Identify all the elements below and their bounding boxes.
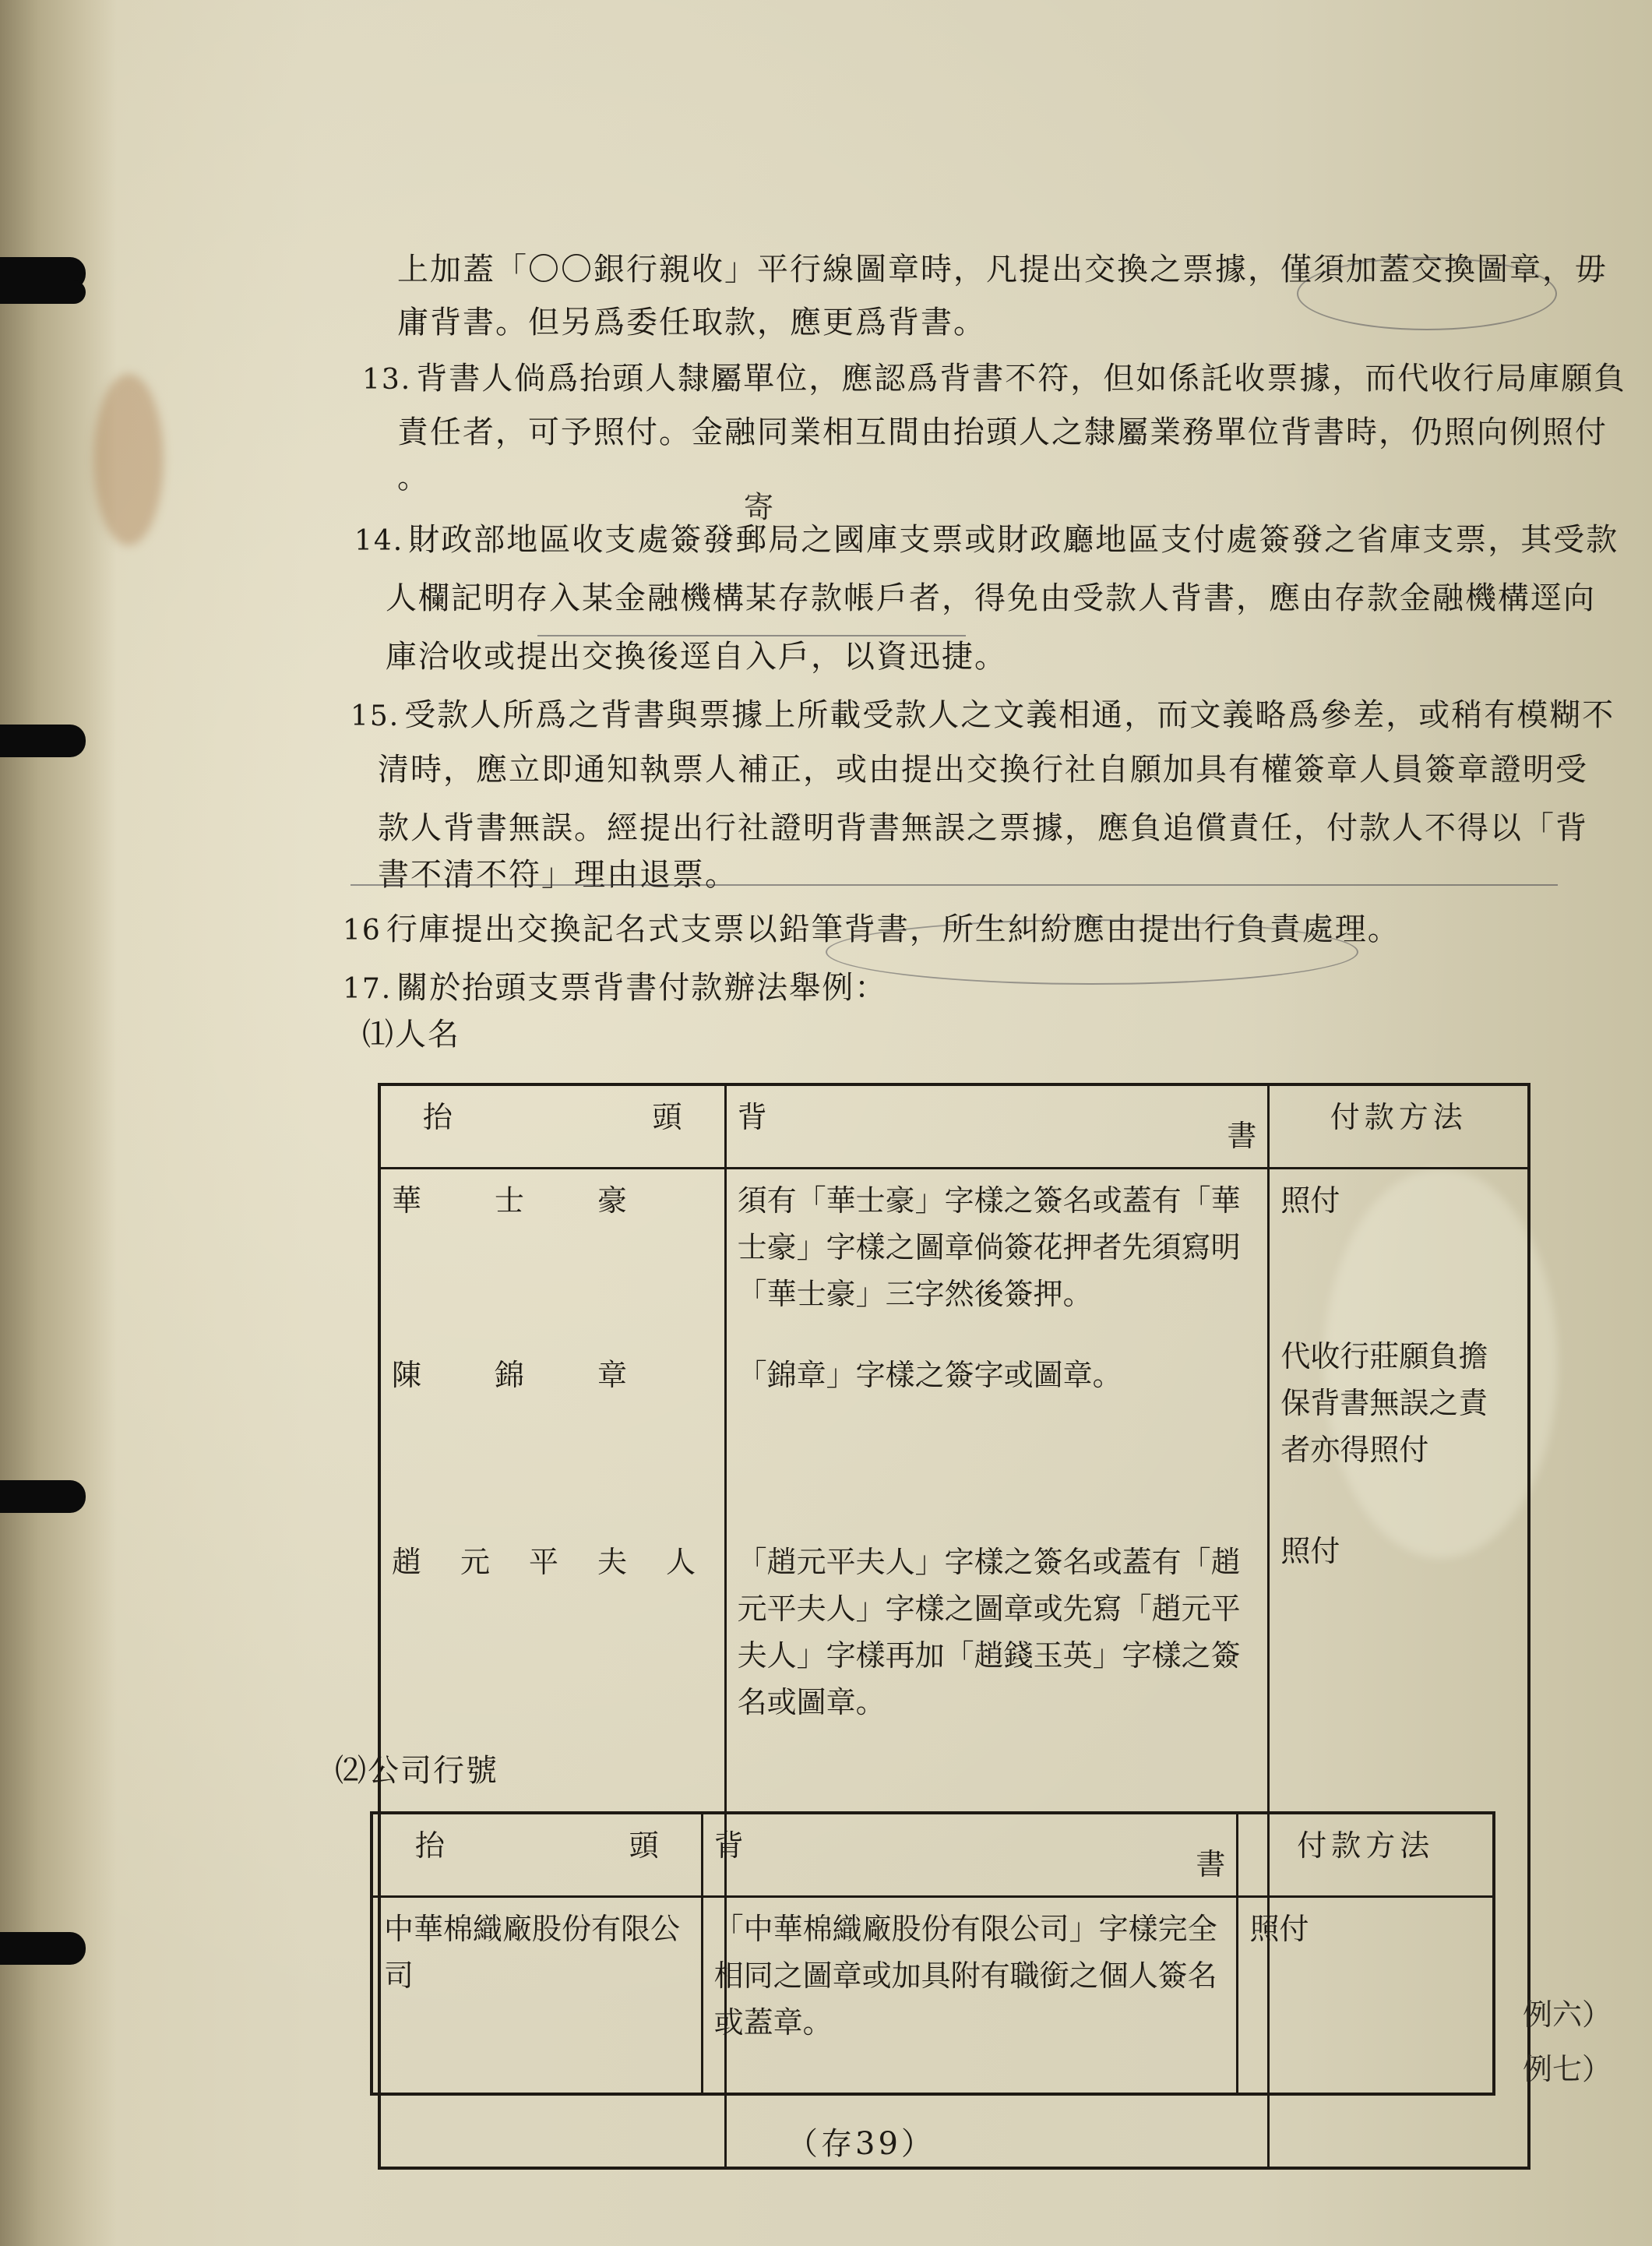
endorsement-text: 「趙元平夫人」字樣之簽名或蓋有「趙元平夫人」字樣之圖章或先寫「趙元平夫人」字樣再加「趙錢玉英」字樣之簽名或圖章。 (737, 1545, 1241, 1719)
p13-text: 背書人倘爲抬頭人隸屬單位，應認爲背書不符，但如係託收票據，而代收行局庫願負 (416, 361, 1627, 397)
p17-line1 (343, 966, 887, 1011)
payee-name: 陳 錦 章 (392, 1358, 632, 1392)
section1-heading: ⑴人名 (362, 1017, 460, 1052)
p15-line4: 書不清不符」理由退票。 (378, 857, 738, 893)
p16-number: 16 (343, 915, 382, 947)
margin-example-6: 例六） (1523, 1997, 1612, 2032)
endorsement-text: 「錦章」字樣之簽字或圖章。 (737, 1358, 1122, 1392)
p15-text: 受款人所爲之背書與票據上所載受款人之文義相通，而文義略爲參差，或稍有模糊不 (404, 697, 1615, 733)
pencil-circle (826, 919, 1358, 985)
p13-line1 (362, 357, 1626, 402)
p13-number: 13. (362, 364, 412, 396)
page-number: （存39） (787, 2126, 935, 2162)
pencil-underline (537, 635, 966, 636)
p14-line1 (354, 518, 1619, 563)
p17-text: 關於抬頭支票背書付款辦法舉例： (396, 970, 888, 1006)
section2-heading: ⑵公司行號 (335, 1753, 498, 1789)
header-endorsement: 背 書 (702, 1813, 1238, 1897)
p17-number: 17. (343, 973, 393, 1005)
table-header-row (379, 1084, 1529, 1169)
page-left-edge (0, 0, 117, 2246)
payee-name: 趙 元 平 夫 人 (392, 1545, 701, 1579)
payee-name: 華 士 豪 (392, 1183, 632, 1218)
margin-example-7: 例七） (1523, 2052, 1612, 2086)
table-row (372, 1897, 1494, 2095)
binding-string (0, 280, 86, 304)
header-payee: 抬 頭 (372, 1813, 702, 1897)
p12-line1: 上加蓋「〇〇銀行親收」平行線圖章時，凡提出交換之票據，僅須加蓋交換圖章，毋 (397, 252, 1608, 287)
endorsement-text: 須有「華士豪」字樣之簽名或蓋有「華士豪」字樣之圖章倘簽花押者先須寫明「華士豪」三字然後簽押。 (737, 1183, 1241, 1311)
endorsement-text: 「中華棉織廠股份有限公司」字樣完全相同之圖章或加具附有職銜之個人簽名或蓋章。 (702, 1897, 1238, 2095)
header-payee: 抬 頭 (379, 1084, 725, 1169)
header-payment-method: 付款方法 (1269, 1084, 1529, 1169)
p14-number: 14. (354, 525, 404, 557)
p15-line1 (350, 693, 1615, 739)
stain (93, 374, 164, 545)
p13-line2: 責任者，可予照付。金融同業相互間由抬頭人之隸屬業務單位背書時，仍照向例照付 (397, 414, 1608, 450)
header-endorsement: 背 書 (725, 1084, 1269, 1169)
p16-text: 行庫提出交換記名式支票以鉛筆背書，所生糾紛應由提出行負責處理。 (386, 911, 1400, 947)
payee-name: 中華棉織廠股份有限公司 (372, 1897, 702, 2095)
p12-line2: 庸背書。但另爲委任取款，應更爲背書。 (397, 305, 986, 340)
header-payment-method: 付款方法 (1238, 1813, 1494, 1897)
payment-method: 照付 (1280, 1534, 1340, 1568)
pencil-circle (1297, 257, 1557, 330)
p14-line3: 庫洽收或提出交換後逕自入戶，以資迅捷。 (386, 639, 1007, 675)
payment-method: 照付 (1238, 1897, 1494, 2095)
p14-line2: 人欄記明存入某金融機構某存款帳戶者，得免由受款人背書，應由存款金融機構逕向 (386, 580, 1596, 616)
pencil-underline (350, 884, 1558, 886)
binding-string (0, 725, 86, 757)
payment-method: 代收行莊願負擔保背書無誤之責者亦得照付 (1280, 1339, 1488, 1467)
companies-table (370, 1811, 1495, 2096)
binding-string (0, 1932, 86, 1965)
p14-text: 財政部地區收支處簽發郵局之國庫支票或財政廳地區支付處簽發之省庫支票，其受款 (408, 522, 1619, 558)
p13-line3: 。 (397, 460, 430, 495)
p15-line3: 款人背書無誤。經提出行社證明背書無誤之票據，應負追償責任，付款人不得以「背 (378, 810, 1588, 846)
binding-string (0, 1480, 86, 1513)
handwritten-note: 寄 (744, 490, 774, 524)
table-header-row (372, 1813, 1494, 1897)
payment-method: 照付 (1280, 1183, 1340, 1218)
p15-number: 15. (350, 700, 400, 732)
p15-line2: 清時，應立即通知執票人補正，或由提出交換行社自願加具有權簽章人員簽章證明受 (378, 752, 1588, 788)
